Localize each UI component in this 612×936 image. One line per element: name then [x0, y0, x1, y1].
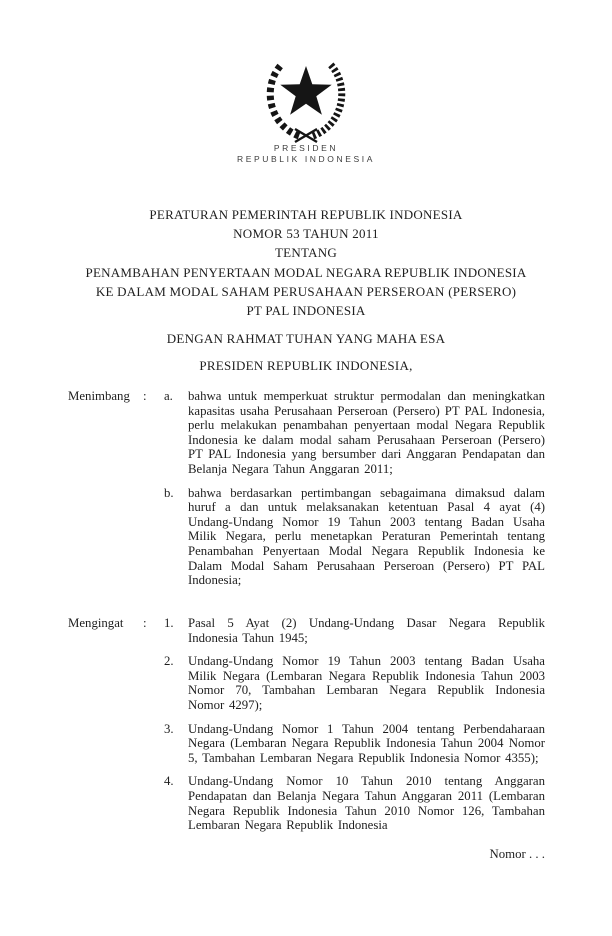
- star-icon: [280, 66, 331, 115]
- issuer-line: PRESIDEN REPUBLIK INDONESIA,: [199, 358, 413, 373]
- item-marker: 3.: [164, 721, 174, 736]
- considering-label: Menimbang: [68, 389, 130, 403]
- item-text: bahwa untuk memperkuat struktur permodalan dan meningkatkan kapasitas usaha Perusahaan Perseroan (Persero) PT PAL Indonesia, perlu melakukan penambahan penyertaan modal Negara Republik Indonesia ke dalam modal saham Perusahaan Perseroan (Persero) PT PAL Indonesia yang bersumber dari Anggaran Pendapatan dan Belanja Negara Tahun Anggaran 2011;: [188, 389, 545, 476]
- recalling-label: Mengingat: [68, 616, 124, 630]
- title-line-regulation: PERATURAN PEMERINTAH REPUBLIK INDONESIA: [149, 207, 463, 222]
- item-marker: b.: [164, 485, 174, 500]
- item-text: Undang-Undang Nomor 10 Tahun 2010 tentang Anggaran Pendapatan dan Belanja Negara Tahun Anggaran 2011 (Lembaran Negara Republik Indonesia Tahun 2010 Nomor 126, Tambahan Lembaran Negara Republik Indonesia: [188, 774, 545, 833]
- letterhead-republik-indonesia: REPUBLIK INDONESIA: [237, 154, 375, 164]
- recalling-items: [164, 616, 545, 833]
- item-marker: a.: [164, 389, 173, 403]
- recalling-item-3: [164, 722, 545, 766]
- recalling-item-2: [164, 654, 545, 712]
- item-text: Undang-Undang Nomor 19 Tahun 2003 tentang Badan Usaha Milik Negara (Lembaran Negara Republik Indonesia Tahun 2003 Nomor 70, Tambahan Lembaran Negara Republik Indonesia Nomor 4297);: [188, 654, 545, 712]
- item-marker: 2.: [164, 654, 174, 669]
- catchword: Nomor . . .: [489, 847, 545, 861]
- considering-colon: :: [143, 389, 147, 403]
- star-wreath-seal-icon: [244, 56, 368, 144]
- item-text: Pasal 5 Ayat (2) Undang-Undang Dasar Negara Republik Indonesia Tahun 1945;: [188, 616, 545, 645]
- item-text: bahwa berdasarkan pertimbangan sebagaimana dimaksud dalam huruf a dan untuk melaksanakan ketentuan Pasal 4 ayat (4) Undang-Undang Nomor 19 Tahun 2003 tentang Badan Usaha Milik Negara, perlu menetapkan Peraturan Pemerintah tentang Penambahan Penyertaan Modal Negara Republik Indonesia ke Dalam Modal Saham Perusahaan Perseroan (Persero) PT PAL Indonesia;: [188, 485, 545, 588]
- document-title: [0, 205, 612, 320]
- considering-items: [164, 389, 545, 588]
- recalling-item-4: [164, 774, 545, 832]
- recalling-section: [68, 616, 545, 833]
- item-text: Undang-Undang Nomor 1 Tahun 2004 tentang Perbendaharaan Negara (Lembaran Negara Republik Indonesia Tahun 2004 Nomor 5, Tambahan Lembaran Negara Republik Indonesia Nomor 4355);: [188, 721, 545, 765]
- letterhead: [0, 143, 612, 165]
- letterhead-presiden: PRESIDEN: [273, 143, 339, 153]
- title-line-tentang: TENTANG: [274, 245, 338, 261]
- item-marker: 4.: [164, 774, 174, 789]
- motto-line: DENGAN RAHMAT TUHAN YANG MAHA ESA: [166, 331, 446, 346]
- title-line-number: NOMOR 53 TAHUN 2011: [233, 226, 379, 242]
- title-line-subject-3: PT PAL INDONESIA: [246, 303, 366, 319]
- recalling-item-1: [164, 616, 545, 645]
- considering-item-b: [164, 486, 545, 588]
- title-line-subject-2: KE DALAM MODAL SAHAM PERUSAHAAN PERSEROAN (PERSERO): [95, 283, 517, 299]
- considering-item-a: [164, 389, 545, 477]
- considering-section: [68, 389, 545, 588]
- recalling-colon: :: [143, 616, 147, 630]
- presidential-emblem: [0, 56, 612, 149]
- title-line-subject-1: PENAMBAHAN PENYERTAAN MODAL NEGARA REPUBLIK INDONESIA: [85, 264, 527, 280]
- item-marker: 1.: [164, 616, 174, 630]
